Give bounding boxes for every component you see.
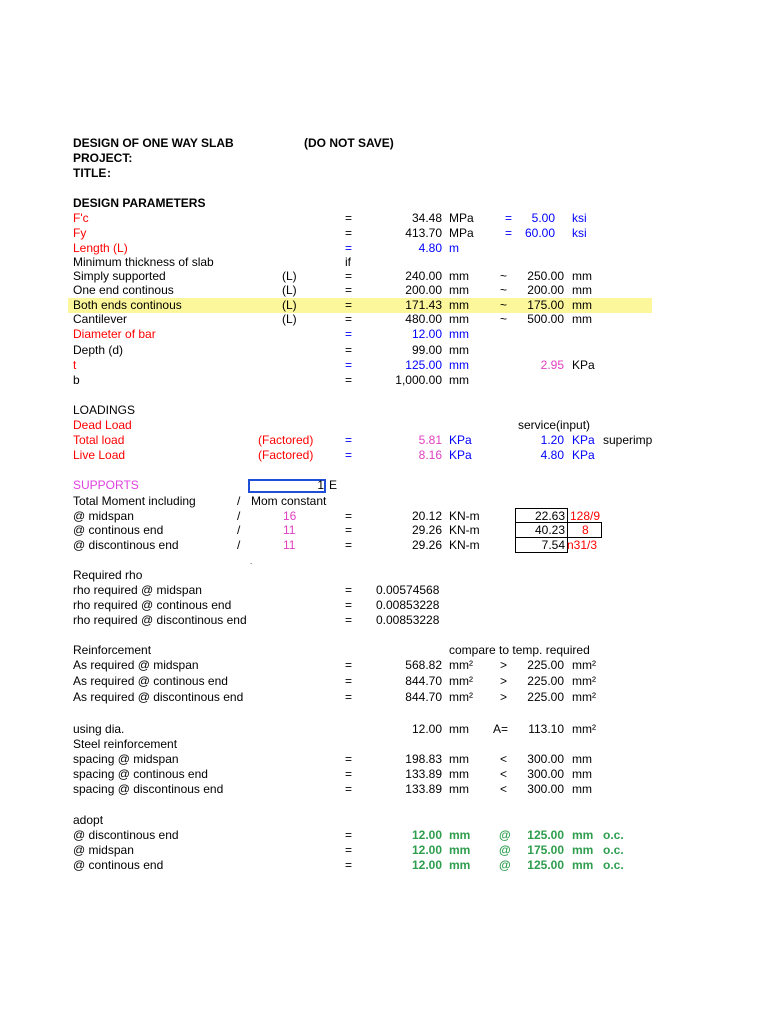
one-end-sym: ~ [500,283,508,297]
length-unit: m [449,241,459,255]
cantilever-eq: = [345,312,353,326]
box-midspan-value[interactable]: 22.63 [534,509,565,523]
spacing-continous-sym: < [500,767,508,781]
diameter-unit: mm [449,327,469,341]
adopt-continous-at: @ [499,858,511,872]
spacing-discontinous-label: spacing @ discontinous end [73,782,224,796]
simply-supported-label: Simply supported [73,269,166,283]
as-discontinous-temp[interactable]: 225.00 [527,690,564,704]
depth-label: Depth (d) [73,343,124,357]
spacing-continous-eq: = [345,767,353,781]
as-discontinous-value[interactable]: 844.70 [405,690,442,704]
box-continous-value[interactable]: 40.23 [534,523,565,537]
adopt-discontinous-oc: o.c. [603,828,624,842]
as-midspan-eq: = [345,658,353,672]
supports-cell-value[interactable]: 1 [317,478,324,492]
diameter-eq: = [345,327,353,341]
depth-unit: mm [449,343,469,357]
both-ends-sym: ~ [500,298,508,312]
reinforcement-heading: Reinforcement [73,643,152,657]
total-load-service-value[interactable]: 1.20 [540,433,564,447]
b-unit: mm [449,373,469,387]
fy-value[interactable]: 413.70 [405,226,442,240]
adopt-discontinous-eq: = [345,828,353,842]
moment-continous-k[interactable]: 11 [283,523,296,537]
steel-reinforcement-heading: Steel reinforcement [73,737,178,751]
as-continous-unit: mm² [449,674,473,688]
one-end-eq: = [345,283,353,297]
one-end-label: One end continous [73,283,174,297]
supports-cell-tail: E [329,478,338,492]
fy-label: Fy [73,226,87,240]
save-warning: (DO NOT SAVE) [304,136,394,150]
adopt-continous-unit: mm [449,858,471,872]
cantilever-sym: ~ [500,312,508,326]
cantilever-label: Cantilever [73,312,128,326]
both-ends-label: Both ends continous [73,298,182,312]
fc-unit: MPa [449,211,474,225]
total-load-eq: = [345,433,353,447]
rho-continous-label: rho required @ continous end [73,598,232,612]
rho-midspan-value[interactable]: 0.00574568 [376,583,440,597]
moment-midspan-unit: KN-m [449,509,480,523]
adopt-midspan-dia[interactable]: 12.00 [411,843,442,857]
adopt-midspan-unit: mm [449,843,471,857]
depth-eq: = [345,343,353,357]
spacing-continous-max[interactable]: 300.00 [527,767,564,781]
adopt-continous-label: @ continous end [73,858,164,872]
compare-temp-label: compare to temp. required [449,643,590,657]
as-midspan-temp-unit: mm² [572,658,596,672]
both-ends-unit2: mm [572,298,592,312]
fy-eq: = [345,226,353,240]
adopt-heading: adopt [73,813,104,827]
moment-continous-unit: KN-m [449,523,480,537]
simply-supported-unit2: mm [572,269,592,283]
supports-label: SUPPORTS [73,478,139,492]
fy-ksi-value[interactable]: 60.00 [524,226,555,240]
spacing-midspan-max-unit: mm [572,752,592,766]
fc-value[interactable]: 34.48 [411,211,442,225]
as-discontinous-label: As required @ discontinous end [73,690,244,704]
area-unit: mm² [572,722,596,736]
as-midspan-unit: mm² [449,658,473,672]
length-eq: = [345,241,353,255]
both-ends-l: (L) [282,298,297,312]
moment-discontinous-k[interactable]: 11 [283,538,296,552]
simply-supported-unit: mm [449,269,469,283]
spacing-discontinous-eq: = [345,782,353,796]
one-end-value[interactable]: 200.00 [405,283,442,297]
spacing-midspan-label: spacing @ midspan [73,752,179,766]
fy-unit: MPa [449,226,474,240]
total-load-factored: (Factored) [258,433,314,447]
live-load-unit: KPa [449,448,472,462]
as-continous-eq: = [345,674,353,688]
cantilever-unit2: mm [572,312,592,326]
as-discontinous-sym: > [500,690,508,704]
spacing-continous-label: spacing @ continous end [73,767,208,781]
fc-label: F'c [73,211,89,225]
adopt-continous-oc: o.c. [603,858,624,872]
as-midspan-temp[interactable]: 225.00 [527,658,564,672]
moment-continous-label: @ continous end [73,523,164,537]
spacing-discontinous-unit: mm [449,782,469,796]
spacing-continous-value[interactable]: 133.89 [405,767,442,781]
spacing-discontinous-max[interactable]: 300.00 [527,782,564,796]
fc-ksi-value[interactable]: 5.00 [531,211,555,225]
design-parameters-heading: DESIGN PARAMETERS [73,196,206,210]
title-colon: : [107,166,111,180]
one-end-value2[interactable]: 200.00 [527,283,564,297]
b-eq: = [345,373,353,387]
cantilever-unit: mm [449,312,469,326]
area-value[interactable]: 113.10 [528,722,564,736]
total-load-unit: KPa [449,433,472,447]
as-discontinous-temp-unit: mm² [572,690,596,704]
simply-supported-eq: = [345,269,353,283]
service-input-label: service(input) [518,418,591,432]
as-continous-temp-unit: mm² [572,674,596,688]
moment-midspan-eq: = [345,509,353,523]
moment-continous-slash: / [237,523,241,537]
adopt-continous-dia[interactable]: 12.00 [411,858,442,872]
live-load-factored: (Factored) [258,448,314,462]
t-eq: = [345,358,353,372]
rho-midspan-label: rho required @ midspan [73,583,202,597]
as-continous-label: As required @ continous end [73,674,228,688]
simply-supported-sym: ~ [500,269,508,283]
diameter-value[interactable]: 12.00 [411,327,442,341]
live-load-service-value[interactable]: 4.80 [540,448,564,462]
spacing-midspan-sym: < [500,752,508,766]
live-load-label: Live Load [73,448,126,462]
moment-midspan-slash: / [237,509,241,523]
one-end-unit: mm [449,283,469,297]
b-value[interactable]: 1,000.00 [395,373,442,387]
adopt-discontinous-unit2: mm [572,828,594,842]
adopt-continous-eq: = [345,858,353,872]
using-dia-unit: mm [449,722,469,736]
adopt-discontinous-label: @ discontinous end [73,828,179,842]
mom-constant-label: Mom constant [251,494,327,508]
as-discontinous-unit: mm² [449,690,473,704]
spacing-continous-max-unit: mm [572,767,592,781]
moment-midspan-label: @ midspan [73,509,134,523]
cantilever-l: (L) [282,312,297,326]
total-moment-label: Total Moment including [73,494,196,508]
moment-midspan-k[interactable]: 16 [283,509,297,523]
as-midspan-sym: > [500,658,508,672]
adopt-midspan-label: @ midspan [73,843,134,857]
both-ends-unit: mm [449,298,469,312]
adopt-discontinous-at: @ [499,828,511,842]
rho-midspan-eq: = [345,583,353,597]
t-label: t [73,358,77,372]
fy-ksi-unit: ksi [572,226,587,240]
total-moment-slash: / [237,494,241,508]
adopt-midspan-oc: o.c. [603,843,624,857]
fy-eq2: = [505,226,513,240]
live-load-eq: = [345,448,353,462]
adopt-continous-spacing[interactable]: 125.00 [527,858,564,872]
loadings-heading: LOADINGS [73,403,136,417]
rho-discontinous-value[interactable]: 0.00853228 [376,613,440,627]
spacing-continous-unit: mm [449,767,469,781]
moment-midspan-value[interactable]: 20.12 [411,509,442,523]
cantilever-value[interactable]: 480.00 [405,312,442,326]
project-label: PROJECT: [73,151,133,165]
adopt-midspan-unit2: mm [572,843,594,857]
adopt-midspan-eq: = [345,843,353,857]
fc-ksi-unit: ksi [572,211,587,225]
using-dia-label: using dia. [73,722,125,736]
as-discontinous-eq: = [345,690,353,704]
min-thickness-if: if [345,255,351,269]
required-rho-heading: Required rho [73,568,143,582]
live-load-value[interactable]: 8.16 [418,448,442,462]
moment-continous-eq: = [345,523,353,537]
area-label: A= [493,722,509,736]
t-kpa-unit: KPa [572,358,595,372]
spacing-discontinous-value[interactable]: 133.89 [405,782,442,796]
spacing-midspan-eq: = [345,752,353,766]
length-label: Length (L) [73,241,128,255]
dead-load-label: Dead Load [73,418,132,432]
note-discontinous: n31/3 [567,538,598,552]
adopt-continous-unit2: mm [572,858,594,872]
diameter-label: Diameter of bar [73,327,156,341]
moment-discontinous-unit: KN-m [449,538,480,552]
both-ends-value2[interactable]: 175.00 [527,298,564,312]
stray-dot: . [250,557,253,566]
sheet-title: DESIGN OF ONE WAY SLAB [73,136,234,150]
t-value[interactable]: 125.00 [405,358,442,372]
both-ends-value[interactable]: 171.43 [405,298,442,312]
as-midspan-label: As required @ midspan [73,658,199,672]
title-label: TITLE [73,166,107,180]
as-continous-temp[interactable]: 225.00 [527,674,564,688]
moment-discontinous-eq: = [345,538,353,552]
t-unit: mm [449,358,469,372]
one-end-unit2: mm [572,283,592,297]
moment-discontinous-label: @ discontinous end [73,538,179,552]
depth-value[interactable]: 99.00 [411,343,442,357]
spacing-midspan-max[interactable]: 300.00 [527,752,564,766]
rho-discontinous-eq: = [345,613,353,627]
simply-supported-value2[interactable]: 250.00 [527,269,564,283]
spacing-discontinous-max-unit: mm [572,782,592,796]
using-dia-value[interactable]: 12.00 [411,722,442,736]
adopt-midspan-spacing[interactable]: 175.00 [527,843,564,857]
moment-continous-value[interactable]: 29.26 [411,523,442,537]
cantilever-value2[interactable]: 500.00 [527,312,564,326]
one-end-l: (L) [282,283,297,297]
min-thickness-label: Minimum thickness of slab [73,255,214,269]
total-load-service-unit: KPa [572,433,595,447]
both-ends-eq: = [345,298,353,312]
superimposed-note: superimp [603,433,652,447]
moment-discontinous-slash: / [237,538,241,552]
simply-supported-l: (L) [282,269,297,283]
adopt-discontinous-unit: mm [449,828,471,842]
as-continous-value[interactable]: 844.70 [405,674,442,688]
note-midspan: 128/9 [570,509,601,523]
box-discontinous-value[interactable]: 7.54 [541,538,565,552]
moment-discontinous-value[interactable]: 29.26 [411,538,442,552]
live-load-service-unit: KPa [572,448,595,462]
b-label: b [73,373,80,387]
fc-eq: = [345,211,353,225]
rho-continous-value[interactable]: 0.00853228 [376,598,440,612]
total-load-value[interactable]: 5.81 [418,433,442,447]
spacing-discontinous-sym: < [500,782,508,796]
note-continous: 8 [582,523,589,537]
adopt-discontinous-dia[interactable]: 12.00 [411,828,442,842]
rho-continous-eq: = [345,598,353,612]
adopt-discontinous-spacing[interactable]: 125.00 [527,828,564,842]
as-continous-sym: > [500,674,508,688]
as-midspan-value[interactable]: 568.82 [405,658,442,672]
rho-discontinous-label: rho required @ discontinous end [73,613,247,627]
adopt-midspan-at: @ [499,843,511,857]
spacing-midspan-value[interactable]: 198.83 [405,752,442,766]
simply-supported-value[interactable]: 240.00 [405,269,442,283]
total-load-label: Total load [73,433,125,447]
t-kpa-value[interactable]: 2.95 [540,358,564,372]
fc-eq2: = [505,211,513,225]
spacing-midspan-unit: mm [449,752,469,766]
length-value[interactable]: 4.80 [418,241,442,255]
